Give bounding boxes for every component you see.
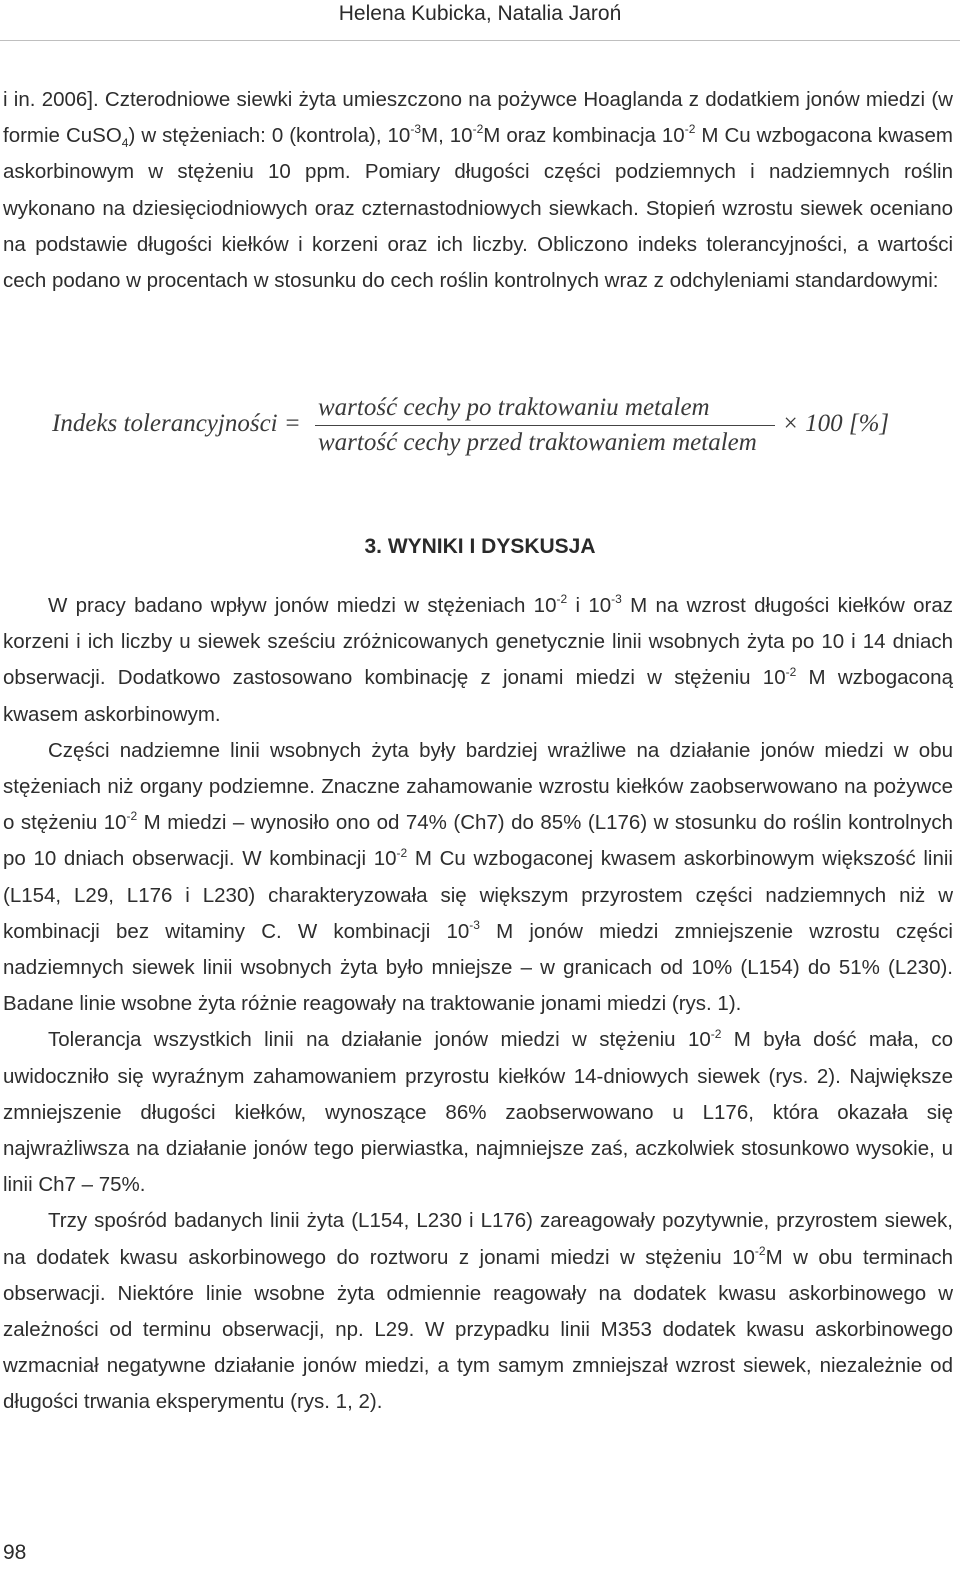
superscript: -2 <box>556 592 568 607</box>
formula-rhs: × 100 [%] <box>782 410 890 437</box>
results-body <box>3 588 953 1421</box>
superscript: -2 <box>396 845 408 860</box>
text: M była dość mała, co uwidoczniło się wyraźnym zahamowaniem przyrostu kiełków 14-dniowych siewek (rys. 2). Największe zmniejszenie długości kiełków, wynoszące 86% zaobserwowano u L176, która okazała się najwrażliwsza na działanie jonów tego pierwiastka, najmniejsze zaś, aczkolwiek stosunkowo wysokie, u linii Ch7 – 75%. <box>3 1028 953 1197</box>
text: M na wzrost długości kiełków oraz korzeni i ich liczby u siewek sześciu zróżnicowanych genetycznie linii wsobnych żyta po 10 i 14 dniach obserwacji. Dodatkowo zastosowano kombinację z jonami miedzi w stężeniu 10 <box>3 594 953 690</box>
superscript: -2 <box>472 122 484 137</box>
subscript: 4 <box>121 136 129 151</box>
results-paragraph-2 <box>3 733 953 1023</box>
methods-text: M oraz kombinacja 10 <box>483 124 685 148</box>
section-heading: 3. WYNIKI I DYSKUSJA <box>364 535 596 558</box>
superscript: -2 <box>710 1026 722 1041</box>
superscript: -3 <box>469 918 480 932</box>
tolerance-index-formula <box>0 380 960 480</box>
superscript: -2 <box>126 809 138 824</box>
text: i 10 <box>567 594 612 617</box>
text: M wzbogaconą kwasem askorbinowym. <box>3 666 953 726</box>
text: Tolerancja wszystkich linii na działanie jonów miedzi w stężeniu 10 <box>48 1028 711 1052</box>
text: M miedzi – wynosiło ono od 74% (Ch7) do 85% (L176) w stosunku do roślin kontrolnych po 10 dniach obserwacji. W kombinacji 10 <box>3 811 953 871</box>
methods-text: i in. 2006]. Czterodniowe siewki żyta umieszczono na pożywce Hoaglanda z dodatkiem jonów miedzi (w formie CuSO <box>3 88 953 148</box>
text: M jonów miedzi zmniejszenie wzrostu części nadziemnych siewek linii wsobnych żyta było mniejsze – w granicach od 10% (L154) do 51% (L230). Badane linie wsobne żyta różnie reagowały na traktowanie jonami miedzi (rys. 1). <box>3 919 953 1016</box>
results-paragraph-1 <box>3 588 953 733</box>
superscript: -2 <box>785 664 797 679</box>
text: Trzy spośród badanych linii żyta (L154, L230 i L176) zareagowały pozytywnie, przyrostem siewek, na dodatek kwasu askorbinowego do roztworu z jonami miedzi w stężeniu 10 <box>3 1209 953 1269</box>
formula-numerator: wartość cechy po traktowaniu metalem <box>318 394 710 421</box>
formula-lhs: Indeks tolerancyjności = <box>52 410 301 437</box>
superscript: -2 <box>754 1243 766 1258</box>
header-divider <box>0 40 960 41</box>
methods-text: ) w stężeniach: 0 (kontrola), 10 <box>128 124 411 148</box>
methods-paragraph <box>3 82 953 299</box>
formula-denominator: wartość cechy przed traktowaniem metalem <box>318 429 757 456</box>
page-number: 98 <box>3 1541 27 1564</box>
superscript: -2 <box>684 122 696 137</box>
text: M Cu wzbogaconej kwasem askorbinowym większość linii (L154, L29, L176 i L230) charakteryzowała się większym przyrostem części nadziemnych niż w kombinacji bez witaminy C. W kombinacji 10 <box>3 847 953 943</box>
superscript: -3 <box>410 122 421 137</box>
methods-text: M, 10 <box>421 124 473 148</box>
superscript: -3 <box>611 592 622 607</box>
running-header: Helena Kubicka, Natalia Jaroń <box>338 2 622 25</box>
methods-text: M Cu wzbogacona kwasem askorbinowym w stężeniu 10 ppm. Pomiary długości części podziemnych i nadziemnych roślin wykonano na dziesięciodniowych oraz czternastodniowych siewkach. Stopień wzrostu siewek oceniano na podstawie długości kiełków i korzeni oraz ich liczby. Obliczono indeks tolerancyjności, a wartości cech podano w procentach w stosunku do cech roślin kontrolnych wraz z odchyleniami standardowymi: <box>3 124 953 293</box>
text: W pracy badano wpływ jonów miedzi w stężeniach 10 <box>48 594 557 617</box>
results-paragraph-4 <box>3 1203 953 1420</box>
text: M w obu terminach obserwacji. Niektóre linie wsobne żyta odmiennie reagowały na dodatek kwasu askorbinowego w zależności od terminu obserwacji, np. L29. W przypadku linii M353 dodatek kwasu askorbinowego wzmacniał negatywne działanie jonów miedzi, a tym samym zmniejszał wzrost siewek, niezależnie od długości trwania eksperymentu (rys. 1, 2). <box>3 1245 953 1414</box>
results-paragraph-3 <box>3 1022 953 1203</box>
fraction-bar <box>315 425 775 426</box>
text: Części nadziemne linii wsobnych żyta były bardziej wrażliwe na działanie jonów miedzi w obu stężeniach niż organy podziemne. Znaczne zahamowanie wzrostu kiełków zaobserwowano na pożywce o stężeniu 10 <box>3 738 953 835</box>
